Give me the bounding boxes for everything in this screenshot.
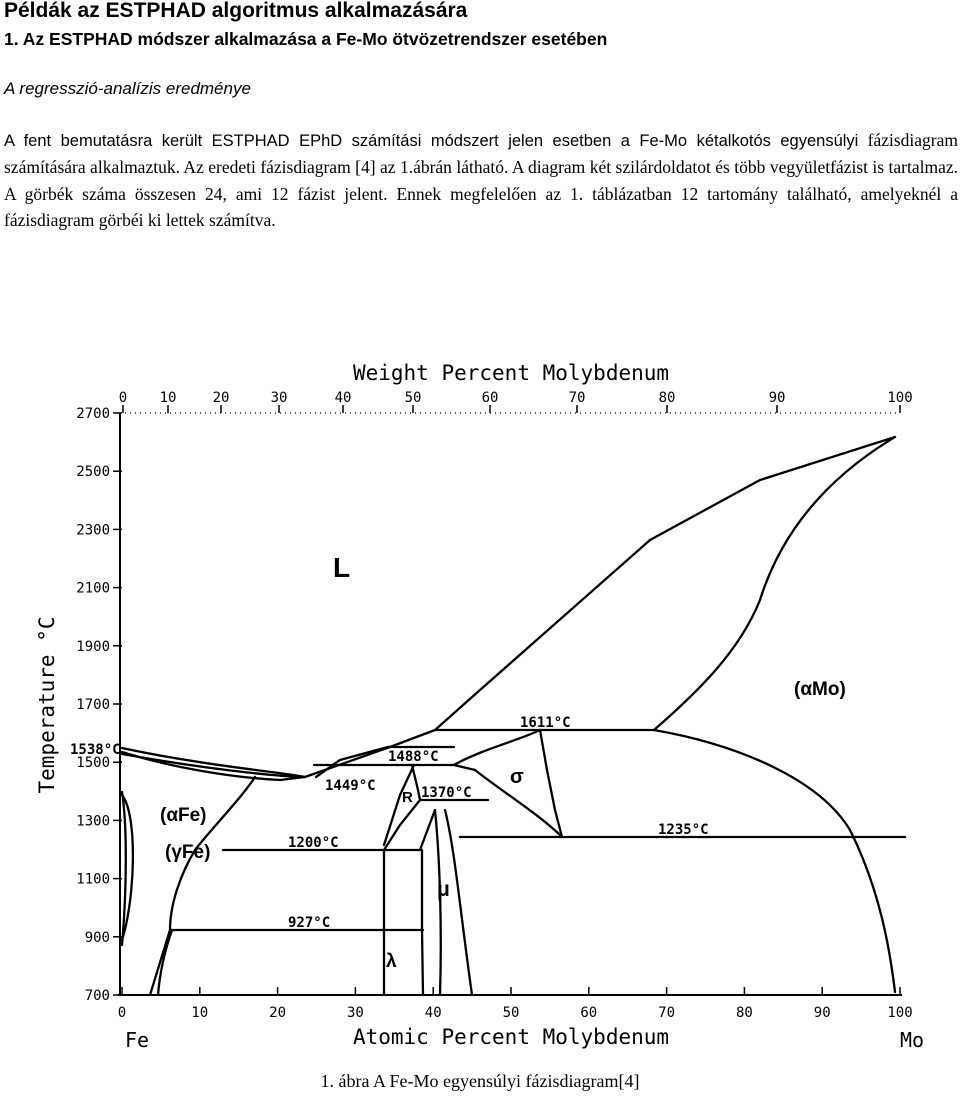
- phase-label-sigma: σ: [510, 766, 524, 788]
- y-tick-label: 2500: [76, 464, 110, 481]
- top-tick-label: 100: [887, 390, 913, 406]
- temp-label-1538: 1538°C: [70, 742, 121, 758]
- bottom-tick-label: 90: [813, 1005, 831, 1021]
- y-tick-label: 1100: [76, 871, 110, 888]
- bottom-tick-label: 60: [580, 1005, 598, 1021]
- phase-label-liquid: L: [333, 552, 351, 583]
- element-mo-label: Mo: [899, 1028, 925, 1052]
- phase-label-alpha-fe: (αFe): [160, 805, 207, 826]
- temp-label-1370: 1370°C: [421, 785, 472, 801]
- top-tick-label: 60: [481, 390, 499, 406]
- temp-label-1449: 1449°C: [325, 778, 376, 794]
- paragraph-lead: A fent bemutatásra került ESTPHAD EPhD számítási módszert jelen esetben a Fe-Mo kétalkotós egyensúlyi: [4, 132, 859, 150]
- subsection-heading: A regresszió-analízis eredménye: [4, 79, 251, 98]
- y-tick-label: 1900: [76, 638, 110, 655]
- y-tick-label: 700: [84, 988, 110, 1004]
- bottom-tick-label: 10: [191, 1005, 209, 1021]
- top-tick-label: 70: [568, 390, 586, 406]
- bottom-tick-label: 50: [502, 1005, 520, 1021]
- y-axis-ticks: [76, 406, 122, 1004]
- y-tick-label: 2300: [76, 522, 110, 539]
- phase-label-r: R: [402, 789, 413, 806]
- top-tick-label: 50: [404, 390, 422, 406]
- paragraph-rest: fázisdiagram számítására alkalmaztuk. Az eredeti fázisdiagram [4] az 1.ábrán látható. A diagram két szilárdoldatot és több vegyületfázist is tartalmaz. A görbék száma összesen 24, ami 12 fázist jelent. Ennek megfelelően az 1. táblázatban 12 tartomány található, amelyeknél a fázisdiagram görbéi ki lettek számítva.: [4, 130, 959, 230]
- temp-label-1488: 1488°C: [388, 749, 439, 765]
- y-tick-label: 1500: [76, 755, 110, 772]
- y-tick-label: 1300: [76, 813, 110, 830]
- bottom-tick-label: 40: [424, 1005, 442, 1021]
- phase-label-lambda: λ: [386, 951, 397, 972]
- top-tick-label: 10: [159, 390, 177, 406]
- top-tick-label: 90: [768, 390, 786, 406]
- page-title: Példák az ESTPHAD algoritmus alkalmazására: [4, 0, 468, 22]
- bottom-tick-label: 30: [346, 1005, 364, 1021]
- phase-label-mu: μ: [437, 878, 450, 901]
- bottom-tick-label: 20: [269, 1005, 287, 1021]
- y-tick-label: 2100: [76, 580, 110, 597]
- top-tick-label: 80: [658, 390, 676, 406]
- element-fe-label: Fe: [124, 1028, 150, 1052]
- y-tick-label: 900: [84, 929, 110, 946]
- top-tick-label: 40: [334, 390, 352, 406]
- body-paragraph: [4, 127, 958, 233]
- y-tick-label: 1700: [76, 697, 110, 713]
- bottom-axis-ticks: [118, 987, 913, 1021]
- top-tick-label: 0: [118, 390, 128, 406]
- y-tick-label: 2700: [76, 406, 110, 422]
- figure-caption: 1. ábra A Fe-Mo egyensúlyi fázisdiagram[4]: [320, 1071, 640, 1091]
- bottom-tick-label: 80: [735, 1005, 753, 1021]
- top-axis-ticks: [119, 390, 913, 413]
- section-heading: 1. Az ESTPHAD módszer alkalmazása a Fe-Mo ötvözetrendszer esetében: [4, 29, 608, 49]
- top-axis-title: Weight Percent Molybdenum: [352, 361, 670, 385]
- phase-diagram-figure: [0, 350, 960, 1070]
- temp-label-1200: 1200°C: [288, 835, 339, 851]
- top-tick-label: 30: [270, 390, 288, 406]
- temp-label-1235: 1235°C: [658, 822, 709, 838]
- phase-label-alpha-mo: (αMo): [794, 679, 846, 700]
- bottom-axis-title: Atomic Percent Molybdenum: [352, 1025, 670, 1049]
- y-axis-title: Temperature °C: [35, 616, 59, 794]
- temp-label-1611: 1611°C: [520, 715, 571, 731]
- temp-label-927: 927°C: [288, 915, 331, 931]
- bottom-tick-label: 0: [117, 1005, 127, 1021]
- bottom-tick-label: 70: [658, 1005, 676, 1021]
- phase-label-gamma-fe: (γFe): [165, 842, 211, 863]
- phase-boundaries: [122, 437, 905, 995]
- top-tick-label: 20: [212, 390, 230, 406]
- bottom-tick-label: 100: [887, 1005, 913, 1021]
